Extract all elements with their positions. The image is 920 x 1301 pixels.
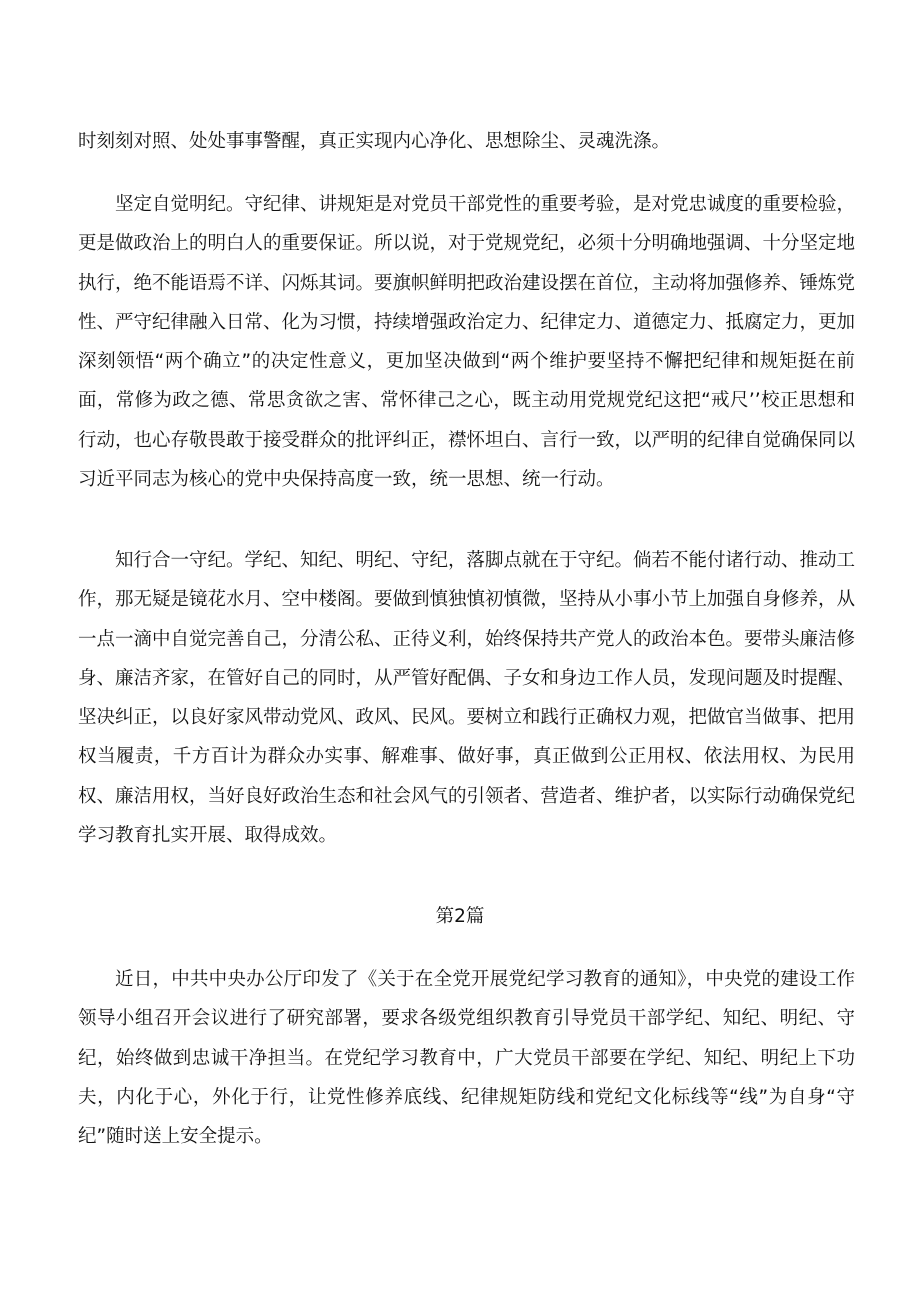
paragraph-section-intro: 近日，中共中央办公厅印发了《关于在全党开展党纪学习教育的通知》，中央党的建设工作领导小组召开会议进行了研究部署，要求各级党组织教育引导党员干部学纪、知纪、明纪、守纪，始终做到忠诚干净担当。在党纪学习教育中，广大党员干部要在学纪、知纪、明纪上下功夫，内化于心，外化于行，让党性修养底线、纪律规矩防线和党纪文化标线等“线”为自身“守纪”随时送上安全提示。	[78, 969, 855, 1148]
paragraph-continuation: 时刻刻对照、处处事事警醒，真正实现内心净化、思想除尘、灵魂洗涤。	[78, 131, 671, 152]
section-heading: 第2篇	[435, 906, 485, 927]
paragraph-knowing-and-doing: 知行合一守纪。学纪、知纪、明纪、守纪，落脚点就在于守纪。倘若不能付诸行动、推动工作，那无疑是镜花水月、空中楼阁。要做到慎独慎初慎微，坚持从小事小节上加强自身修养，从一点一滴中自觉完善自己，分清公私、正待义利，始终保持共产党人的政治本色。要带头廉洁修身、廉洁齐家，在管好自己的同时，从严管好配偶、子女和身边工作人员，发现问题及时提醒、坚决纠正，以良好家风带动党风、政风、民风。要树立和践行正确权力观，把做官当做事、把用权当履责，千方百计为群众办实事、解难事、做好事，真正做到公正用权、依法用权、为民用权、廉洁用权，当好良好政治生态和社会风气的引领者、营造者、维护者，以实际行动确保党纪学习教育扎实开展、取得成效。	[78, 550, 856, 847]
paragraph-firm-discipline: 坚定自觉明纪。守纪律、讲规矩是对党员干部党性的重要考验，是对党忠诚度的重要检验，更是做政治上的明白人的重要保证。所以说，对于党规党纪，必须十分明确地强调、十分坚定地执行，绝不能语焉不详、闪烁其词。要旗帜鲜明把政治建设摆在首位，主动将加强修养、锤炼党性、严守纪律融入日常、化为习惯，持续增强政治定力、纪律定力、道德定力、抵腐定力，更加深刻领悟“两个确立”的决定性意义，更加坚决做到“两个维护要坚持不懈把纪律和规矩挺在前面，常修为政之德、常思贪欲之害、常怀律己之心，既主动用党规党纪这把“戒尺’’校正思想和行动，也心存敬畏敢于接受群众的批评纠正，襟怀坦白、言行一致，以严明的纪律自觉确保同以习近平同志为核心的党中央保持高度一致，统一思想、统一行动。	[78, 194, 856, 491]
